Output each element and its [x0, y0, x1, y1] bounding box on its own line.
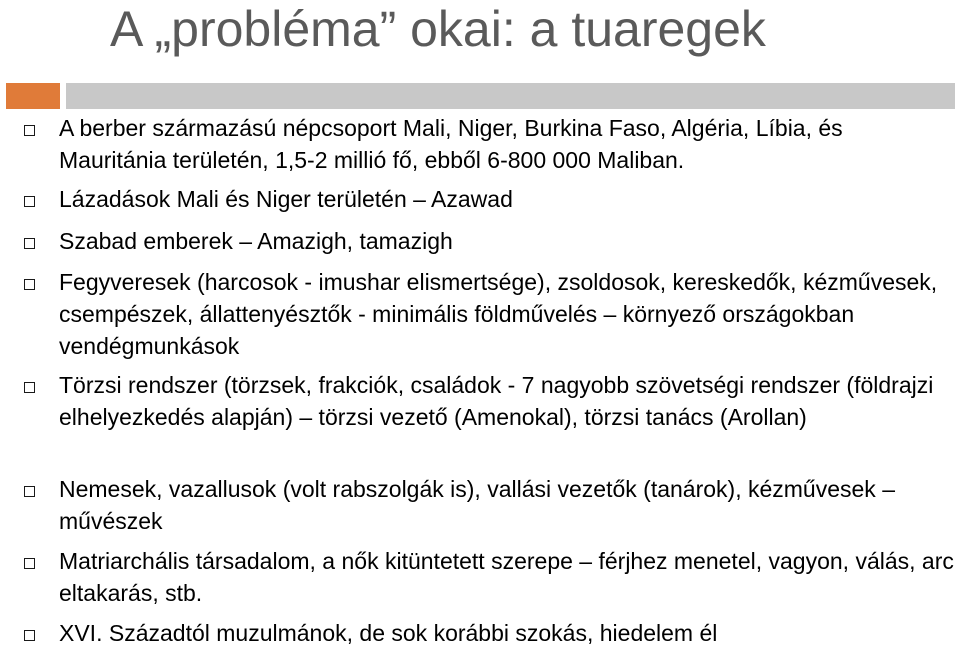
bullet-text: XVI. Századtól muzulmánok, de sok korábbi szokás, hiedelem él — [59, 620, 718, 646]
bullet-text: Nemesek, vazallusok (volt rabszolgák is), vallási vezetők (tanárok), kézművesek – művészek — [59, 476, 895, 534]
checkbox-icon — [24, 238, 35, 249]
checkbox-icon — [24, 125, 35, 136]
bullet-text: Fegyveresek (harcosok - imushar elismertsége), zsoldosok, kereskedők, kézművesek, csempészek, állattenyésztők - minimális földművelés – környező országokban vendégmunkások — [59, 269, 938, 359]
checkbox-icon — [24, 558, 35, 569]
bullet-text: Lázadások Mali és Niger területén – Azawad — [59, 186, 513, 212]
checkbox-icon — [24, 486, 35, 497]
bullet-text: A berber származású népcsoport Mali, Niger, Burkina Faso, Algéria, Líbia, és Mauritánia területén, 1,5-2 millió fő, ebből 6-800 000 Maliban. — [59, 115, 843, 173]
bullet-text: Törzsi rendszer (törzsek, frakciók, családok - 7 nagyobb szövetségi rendszer (földrajzi elhelyezkedés alapján) – törzsi vezető (Amenokal), törzsi tanács (Arollan) — [59, 372, 934, 430]
checkbox-icon — [24, 630, 35, 641]
checkbox-icon — [24, 196, 35, 207]
bullet-text: Matriarchális társadalom, a nők kitüntetett szerepe – férjhez menetel, vagyon, válás, arc eltakarás, stb. — [59, 548, 954, 606]
slide-title: A „probléma” okai: a tuaregek — [110, 1, 766, 57]
bullet-text: Szabad emberek – Amazigh, tamazigh — [59, 228, 453, 254]
checkbox-icon — [24, 382, 35, 393]
checkbox-icon — [24, 279, 35, 290]
